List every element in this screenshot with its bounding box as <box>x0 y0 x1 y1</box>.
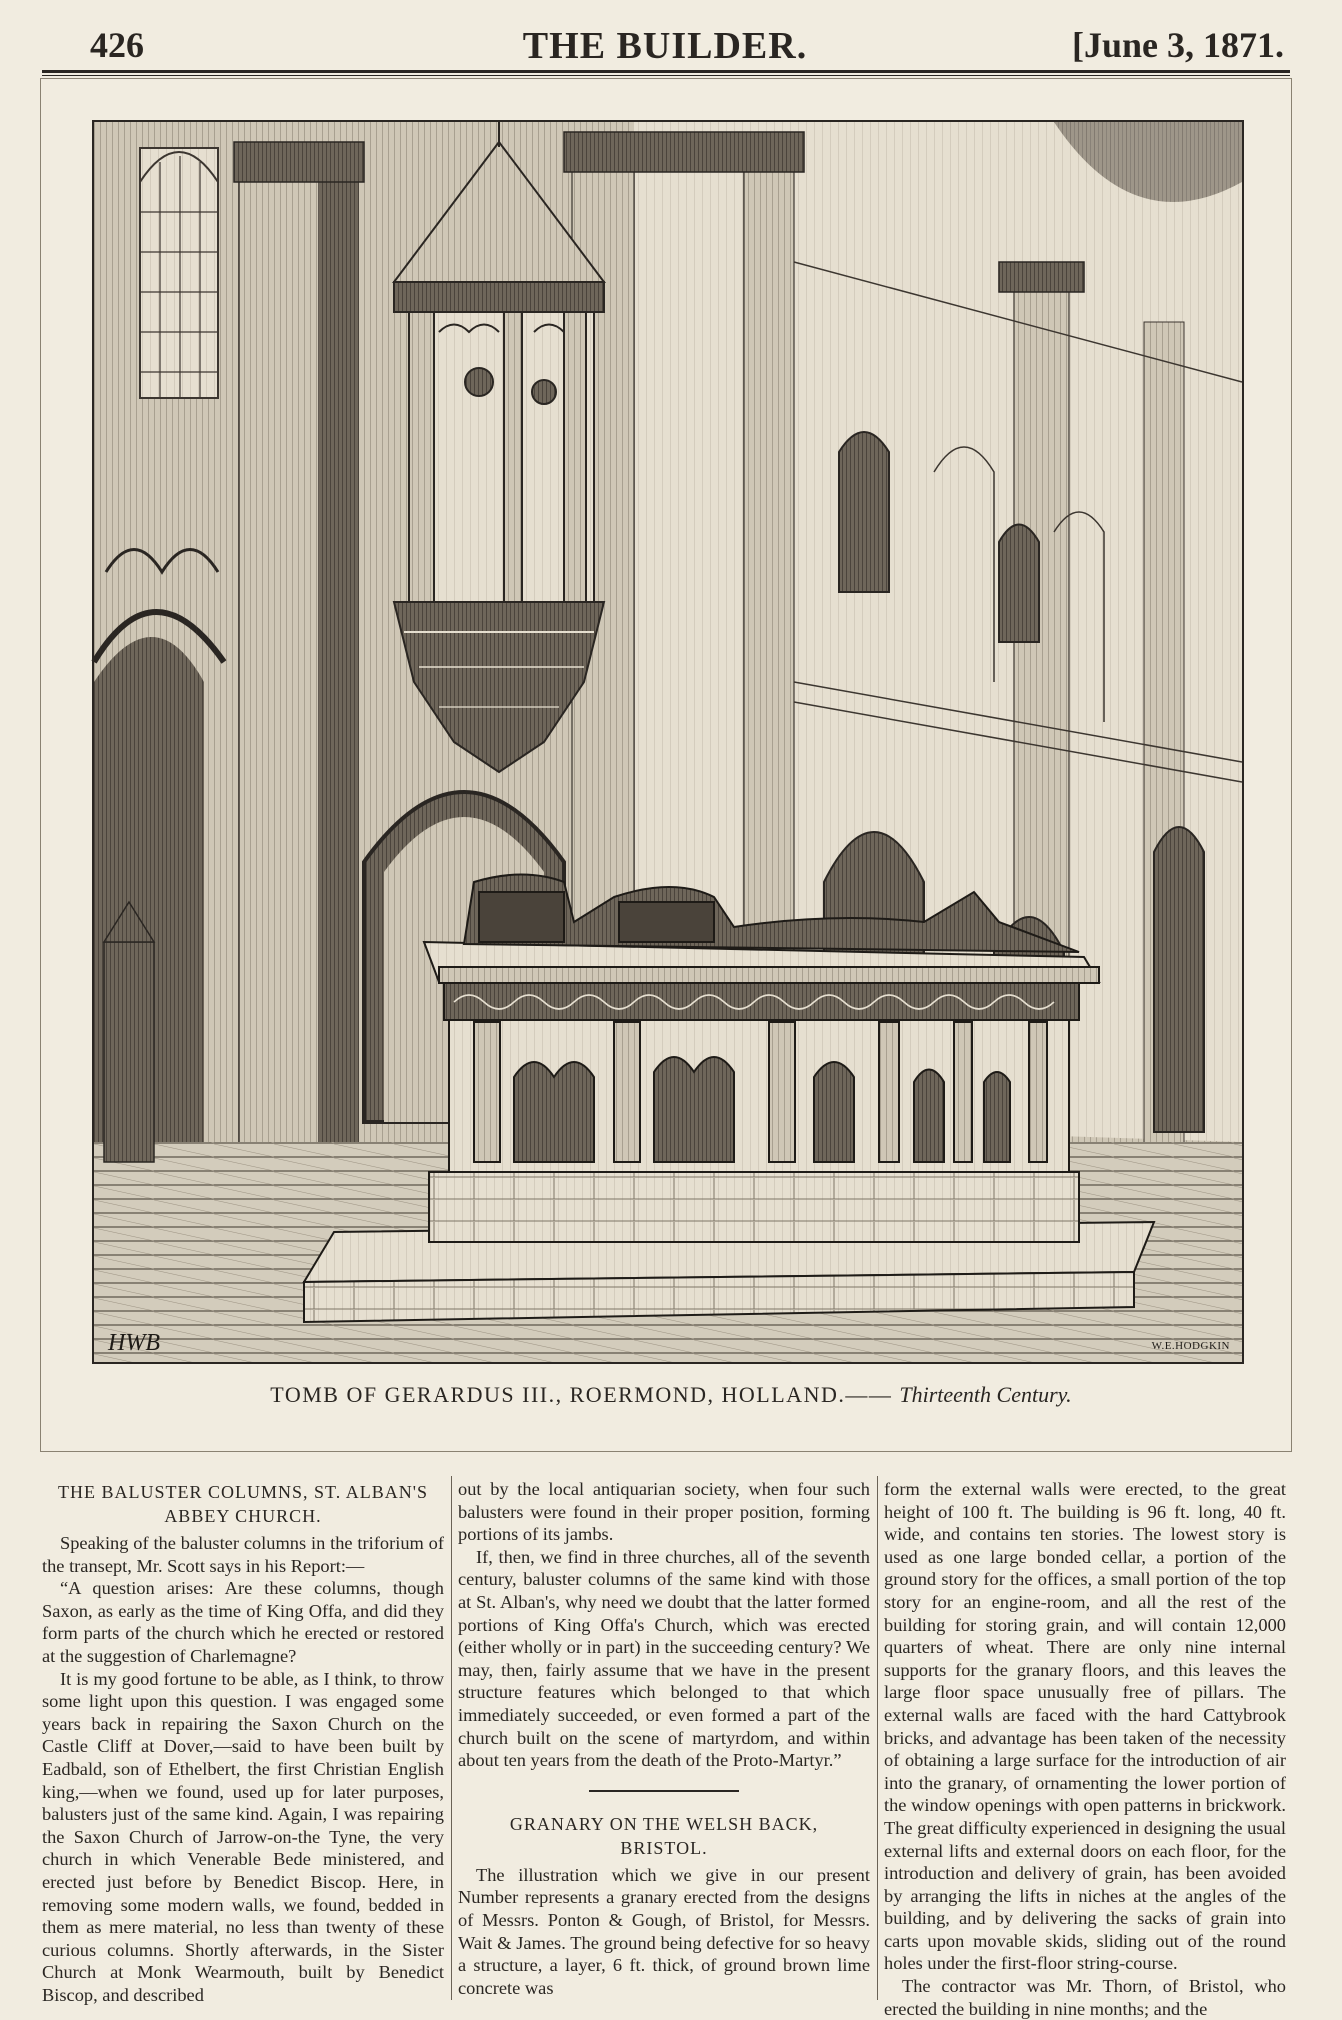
text-column-3 <box>884 1478 1286 2019</box>
engraving-svg <box>94 122 1242 1362</box>
illustration-caption <box>0 1382 1342 1408</box>
article1-paragraph-2: “A question arises: Are these columns, though Saxon, as early as the time of King Offa, and did they form parts of the church which he erected or restored at the suggestion of Charlemagne? <box>42 1578 444 1666</box>
column-rule-1 <box>451 1476 452 2000</box>
article1-paragraph-1: Speaking of the baluster columns in the triforium of the transept, Mr. Scott says in his Report:— <box>42 1533 444 1576</box>
publication-title: THE BUILDER. <box>522 25 808 67</box>
engraver-monogram: HWB <box>108 1330 160 1356</box>
article1-paragraph-3: It is my good fortune to be able, as I think, to throw some light upon this question. I was engaged some years back in repairing the Saxon Church on the Castle Cliff at Dover,—said to have been built by Eadbald, son of Ethelbert, the first Christian English king,—when we found, used up for later purposes, balusters just of the same kind. Again, I was repairing the Saxon Church of Jarrow-on-the Tyne, the very church in which Venerable Bede ministered, and erected just before by Benedict Biscop. Here, in removing some modern walls, we found, bedded in them as mere material, no less than twenty of these curious columns. Shortly afterwards, in the Sister Church at Monk Wearmouth, built by Benedict Biscop, and described <box>42 1668 444 2005</box>
article2-paragraph-1: The illustration which we give in our present Number represents a granary erected from the designs of Messrs. Ponton & Gough, of Bristol, for Messrs. Wait & James. The ground being defective for so heavy a structure, a layer, 6 ft. thick, of ground brown lime concrete was <box>458 1864 870 1998</box>
section-divider <box>589 1790 739 1792</box>
caption-century: Thirteenth Century. <box>899 1382 1072 1407</box>
column-rule-2 <box>877 1476 878 2000</box>
article2-paragraph-2: form the external walls were erected, to the great height of 100 ft. The building is 96 ft. long, 40 ft. wide, and contains ten stories. The lowest story is used as one large bonded cellar, a portion of the ground story for the offices, a small portion of the top story for an engine-room, and all the rest of the building for storing grain, and will contain 12,000 quarters of wheat. There are only nine internal supports for the granary floors, and this leaves the large floor space unusually free of pillars. The external walls are faced with the hard Cattybrook bricks, and advantage has been taken of the necessity of obtaining a large surface for the introduction of air into the granary, of ornamenting the lower portion of the window openings with open patterns in brickwork. The great difficulty experienced in designing the usual external lifts and external doors on each floor, for the introduction and delivery of grain, has been avoided by arranging the lifts in niches at the angles of the building, and by delivering the sacks of grain into carts upon movable skids, sliding out of the round holes under the first-floor string-course. <box>884 1479 1286 1974</box>
masthead <box>40 22 1290 68</box>
granary-heading-line-1: GRANARY ON THE WELSH BACK, <box>509 1813 819 1834</box>
article1-paragraph-5: If, then, we find in three churches, all of the seventh century, baluster columns of the same kind with those at St. Alban's, why need we doubt that the latter formed portions of King Offa's Church, which was erected (either wholly or in part) in the succeeding century? We may, then, fairly assume that we have in the present structure features which belonged to that which immediately succeeded, or even formed a part of the church built on the scene of martyrdom, and within about ten years from the death of the Proto-Martyr.” <box>458 1546 870 1771</box>
engraver-signature: W.E.HODGKIN <box>1151 1340 1230 1352</box>
text-column-2 <box>458 1478 870 1998</box>
header-rule-thin <box>42 75 1290 76</box>
header-rule <box>42 70 1290 73</box>
granary-heading-line-2: BRISTOL. <box>620 1837 708 1858</box>
article2-paragraph-3: The contractor was Mr. Thorn, of Bristol, who erected the building in nine months; and the <box>884 1976 1286 2019</box>
page-number: 426 <box>90 25 144 65</box>
engraving-tomb-illustration <box>92 120 1244 1364</box>
article-heading-baluster: THE BALUSTER COLUMNS, ST. ALBAN'S ABBEY CHURCH. <box>58 1482 428 1526</box>
issue-date: [June 3, 1871. <box>1071 25 1284 65</box>
caption-main: TOMB OF GERARDUS III., ROERMOND, HOLLAND.—— <box>270 1382 893 1407</box>
text-column-1 <box>42 1478 444 2005</box>
article1-paragraph-4: out by the local antiquarian society, when four such balusters were found in their proper position, forming portions of its jambs. <box>458 1479 870 1545</box>
article-heading-granary <box>458 1812 870 1860</box>
